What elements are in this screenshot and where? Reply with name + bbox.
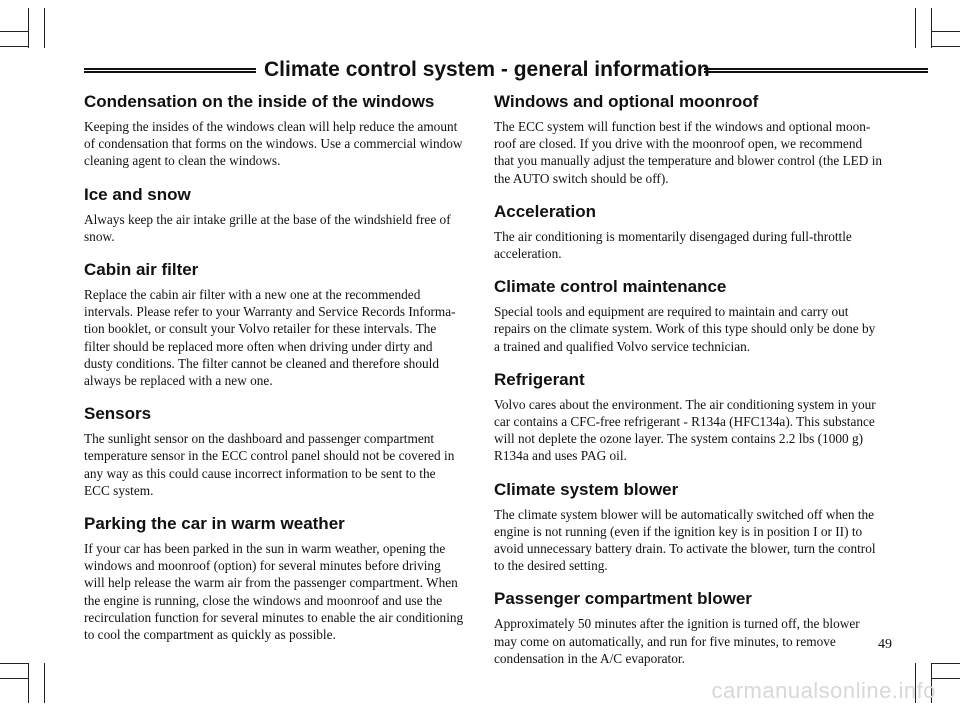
section-body: The air conditioning is momentarily disengaged during full-throttle acceleration. bbox=[494, 228, 852, 262]
section-body: Special tools and equipment are required to maintain and carry out repairs on the climate system. Work of this type should only be done by a trained and qualified Volvo service technician. bbox=[494, 304, 876, 354]
page-header bbox=[84, 56, 928, 84]
section-heading: Refrigerant bbox=[494, 369, 585, 389]
crop-mark bbox=[932, 663, 960, 664]
section-heading: Climate control maintenance bbox=[494, 277, 727, 297]
section-heading: Ice and snow bbox=[84, 184, 191, 204]
right-column bbox=[494, 92, 884, 682]
section-body: Volvo cares about the environment. The air conditioning system in your car contains a CFC-free refrigerant - R134a (HFC134a). This substance will not deplete the ozone layer. The system contains 2.2 lbs (1000 g) R134a and uses PAG oil. bbox=[494, 396, 876, 464]
section-heading: Sensors bbox=[84, 404, 152, 424]
section-heading: Parking the car in warm weather bbox=[84, 514, 345, 534]
crop-mark bbox=[915, 8, 916, 48]
header-rule-left bbox=[84, 68, 256, 73]
crop-mark bbox=[932, 46, 960, 47]
section-heading: Windows and optional moonroof bbox=[494, 92, 759, 111]
page-title: Climate control system - general information bbox=[264, 58, 710, 81]
section-heading: Condensation on the inside of the windows bbox=[84, 92, 435, 111]
section-heading: Cabin air filter bbox=[84, 260, 199, 280]
crop-mark bbox=[44, 663, 45, 703]
crop-mark bbox=[0, 678, 28, 679]
watermark: carmanualsonline.info bbox=[711, 678, 936, 703]
crop-mark bbox=[28, 8, 29, 48]
section-body: Keeping the insides of the windows clean will help reduce the amount of condensation that forms on the windows. Use a commercial window cleaning agent to clean the windows. bbox=[84, 119, 463, 169]
crop-mark bbox=[0, 663, 28, 664]
crop-mark bbox=[0, 31, 28, 32]
section-heading: Climate system blower bbox=[494, 479, 679, 499]
crop-mark bbox=[932, 31, 960, 32]
crop-mark bbox=[931, 8, 932, 48]
section-body: The climate system blower will be automatically switched off when the engine is not running (even if the ignition key is in position I or II) to avoid unnecessary battery drain. To activate the blower, turn the control to the desired setting. bbox=[494, 506, 876, 574]
crop-mark bbox=[28, 663, 29, 703]
section-body: The sunlight sensor on the dashboard and passenger compartment temperature sensor in the ECC control panel should not be covered in any way as this could cause incorrect information to be sent to the ECC system. bbox=[84, 431, 455, 498]
section-heading: Passenger compartment blower bbox=[494, 589, 752, 609]
section-body: Replace the cabin air filter with a new one at the recommended intervals. Please refer to your Warranty and Service Records Informa-tion booklet, or consult your Volvo retailer for these intervals. The filter should be replaced more often when driving under dirty and dusty conditions. The filter cannot be cleaned and therefore should always be replaced with a new one. bbox=[84, 287, 456, 389]
section-body: If your car has been parked in the sun in warm weather, opening the windows and moonroof (option) for several minutes before driving will help release the warm air from the passenger compartment. When the engine is running, close the windows and moonroof and use the recirculation function for several minutes to enable the air conditioning to cool the compartment as quickly as possible. bbox=[84, 541, 464, 643]
crop-mark bbox=[0, 46, 28, 47]
section-body: The ECC system will function best if the windows and optional moon-roof are closed. If you drive with the moonroof open, we recommend that you manually adjust the temperature and blower control (the LED in the AUTO switch should be off). bbox=[494, 119, 883, 186]
crop-mark bbox=[932, 678, 960, 679]
section-heading: Acceleration bbox=[494, 201, 597, 221]
header-rule-right bbox=[704, 68, 928, 73]
left-column bbox=[84, 92, 464, 658]
page-number: 49 bbox=[878, 637, 892, 652]
section-body: Always keep the air intake grille at the base of the windshield free of snow. bbox=[84, 211, 451, 244]
crop-mark bbox=[44, 8, 45, 48]
section-body: Approximately 50 minutes after the ignition is turned off, the blower may come on automatically, and run for five minutes, to remove condensation in the A/C evaporator. bbox=[494, 616, 860, 666]
